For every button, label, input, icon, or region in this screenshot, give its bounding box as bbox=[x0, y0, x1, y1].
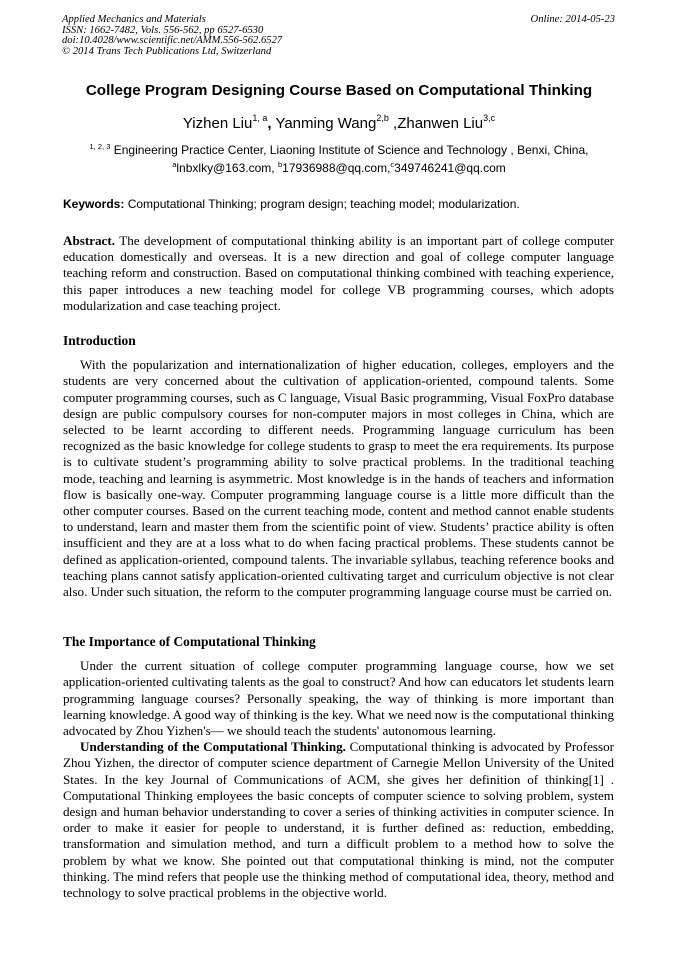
email-address: 17936988@qq.com, bbox=[282, 161, 391, 175]
author-sup: 3,c bbox=[483, 113, 496, 123]
journal-copyright: © 2014 Trans Tech Publications Ltd, Switzerland bbox=[62, 45, 272, 57]
section-heading: Introduction bbox=[63, 333, 136, 348]
abstract bbox=[63, 233, 614, 314]
author-sep: , bbox=[393, 115, 398, 132]
author-sep: , bbox=[267, 115, 272, 132]
email-sup: b bbox=[277, 160, 283, 169]
author-name: Yanming Wang bbox=[275, 115, 377, 132]
paper-title: College Program Designing Course Based on Computational Thinking bbox=[85, 82, 593, 99]
email-address: lnbxlky@163.com, bbox=[176, 161, 275, 175]
journal-doi: doi:10.4028/www.scientific.net/AMM.556-562.6527 bbox=[62, 35, 283, 47]
email-line bbox=[0, 159, 678, 177]
introduction-section bbox=[63, 333, 614, 600]
understanding-paragraph bbox=[63, 739, 614, 901]
author-name: Zhanwen Liu bbox=[397, 115, 484, 132]
importance-section bbox=[63, 634, 614, 901]
author-sup: 1, a bbox=[252, 113, 268, 123]
journal-name: Applied Mechanics and Materials bbox=[62, 14, 206, 25]
author-sup: 2,b bbox=[376, 113, 389, 123]
affiliation-sup: 1, 2, 3 bbox=[89, 142, 111, 151]
keywords-text: Computational Thinking; program design; teaching model; modularization. bbox=[127, 197, 520, 211]
understanding-text: Computational thinking is advocated by Professor Zhou Yizhen, the director of computer science department of Carnegie Mellon University of the United States. In the key Journal of Communications of ACM, she gives her definition of thinking[1] . Computational Thinking employees the basic concepts of computer science to solving problem, system design and human behavior understanding to cover a series of thinking activities in computer science. In order to make it easier for people to understand, it is further defined as: reduction, embedding, transformation and simulation method, and turn a difficult problem to a method how to solve the problem by what we know. She pointed out that computational thinking is mind, not the computer thinking. The mind refers that people use the thinking method of computational idea, theory, method and technology to solve practical problems in the objective world. bbox=[63, 739, 614, 901]
journal-issn: ISSN: 1662-7482, Vols. 556-562, pp 6527-6530 bbox=[62, 24, 264, 36]
journal-header bbox=[62, 15, 282, 57]
importance-paragraph: Under the current situation of college computer programming language course, how we set application-oriented cultivating talents as the goal to construct? And how can educators let students learn programming language courses? Personally speaking, the way of thinking is more important than learning knowledge. A good way of thinking is the key. What we need now is the computational thinking advocated by Zhou Yizhen's— we should teach the students' autonomous learning. bbox=[63, 658, 614, 739]
abstract-text: The development of computational thinking ability is an important part of college computer education domestically and overseas. It is a new direction and goal of college computer language teaching reform and construction. Based on computational thinking combined with teaching experience, this paper introduces a new teaching model for college VB programming courses, which adopts modularization and case teaching project. bbox=[63, 233, 614, 313]
author-list bbox=[0, 115, 678, 132]
author-name: Yizhen Liu bbox=[182, 115, 253, 132]
subsection-heading: Understanding of the Computational Thinking. bbox=[80, 739, 346, 755]
keywords-label: Keywords: bbox=[63, 197, 125, 211]
section-heading: The Importance of Computational Thinking bbox=[63, 634, 316, 649]
online-date: Online: 2014-05-23 bbox=[530, 14, 615, 25]
email-sup: a bbox=[172, 160, 177, 169]
keywords bbox=[63, 197, 618, 211]
abstract-label: Abstract. bbox=[63, 233, 115, 248]
email-address: 349746241@qq.com bbox=[394, 161, 506, 175]
affiliation bbox=[0, 141, 678, 177]
email-sup: c bbox=[390, 160, 395, 169]
affiliation-line bbox=[0, 141, 678, 159]
affiliation-text: Engineering Practice Center, Liaoning Institute of Science and Technology , Benxi, China, bbox=[113, 143, 589, 157]
introduction-paragraph: With the popularization and internationalization of higher education, colleges, employers and the students are very concerned about the cultivation of application-oriented, compound talents. Some computer programming courses, such as C language, Visual Basic programming, Visual FoxPro database design are public compulsory courses for non-computer majors in most colleges in China, which are selected to be learnt according to different needs. Programming language curriculum has been recognized as the basic knowledge for college students to grasp to meet the era requirements. Its purpose is to cultivate student’s programming ability to solve practical problems. In the traditional teaching mode, teaching and learning is asymmetric. Most knowledge is in the hands of teachers and information flow is basically one-way. Computer programming language course is a little more difficult than the other computer courses. Based on the current teaching mode, content and method cannot enable students to understand, learn and master them from the scientific point of view. Students’ practice ability is often insufficient and they are at a loss what to do when facing practical problems. These students cannot be defined as application-oriented, compound talents. The invariable syllabus, teaching reference books and teaching plans cannot satisfy application-oriented cultivating target and curriculum objective is not clear also. Under such situation, the reform to the computer programming language course must be carried on. bbox=[63, 357, 614, 600]
